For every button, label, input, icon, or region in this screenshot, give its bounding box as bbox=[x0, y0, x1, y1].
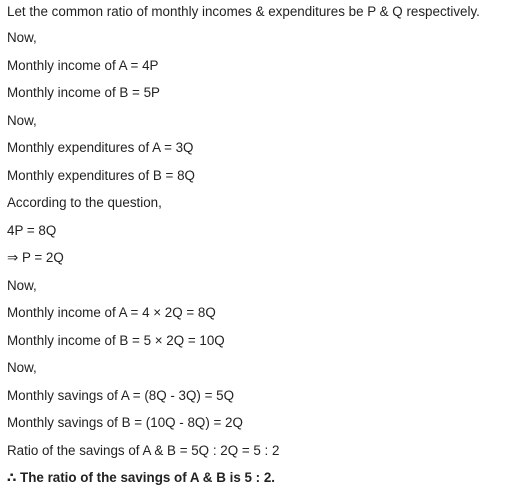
step-income-a-value: Monthly income of A = 4 × 2Q = 8Q bbox=[7, 305, 216, 320]
step-expenditure-a: Monthly expenditures of A = 3Q bbox=[7, 140, 194, 155]
step-savings-b: Monthly savings of B = (10Q - 8Q) = 2Q bbox=[7, 415, 243, 430]
step-income-a: Monthly income of A = 4P bbox=[7, 57, 159, 73]
step-implies: ⇒ P = 2Q bbox=[7, 250, 64, 265]
step-expenditure-b: Monthly expenditures of B = 8Q bbox=[7, 167, 195, 183]
step-now: Now, bbox=[7, 30, 37, 45]
step-income-b-value: Monthly income of B = 5 × 2Q = 10Q bbox=[7, 332, 225, 348]
step-savings-a: Monthly savings of A = (8Q - 3Q) = 5Q bbox=[7, 387, 234, 403]
step-equation: 4P = 8Q bbox=[7, 222, 57, 238]
step-now: Now, bbox=[7, 360, 37, 375]
step-now: Now, bbox=[7, 277, 37, 293]
step-ratio: Ratio of the savings of A & B = 5Q : 2Q = 5 : 2 bbox=[7, 442, 280, 458]
conclusion: ∴ The ratio of the savings of A & B is 5 : 2. bbox=[7, 470, 275, 485]
problem-statement: Let the common ratio of monthly incomes & expenditures be P & Q respectively. bbox=[7, 4, 480, 19]
step-income-b: Monthly income of B = 5P bbox=[7, 85, 160, 100]
step-according: According to the question, bbox=[7, 195, 162, 210]
step-now: Now, bbox=[7, 112, 37, 128]
